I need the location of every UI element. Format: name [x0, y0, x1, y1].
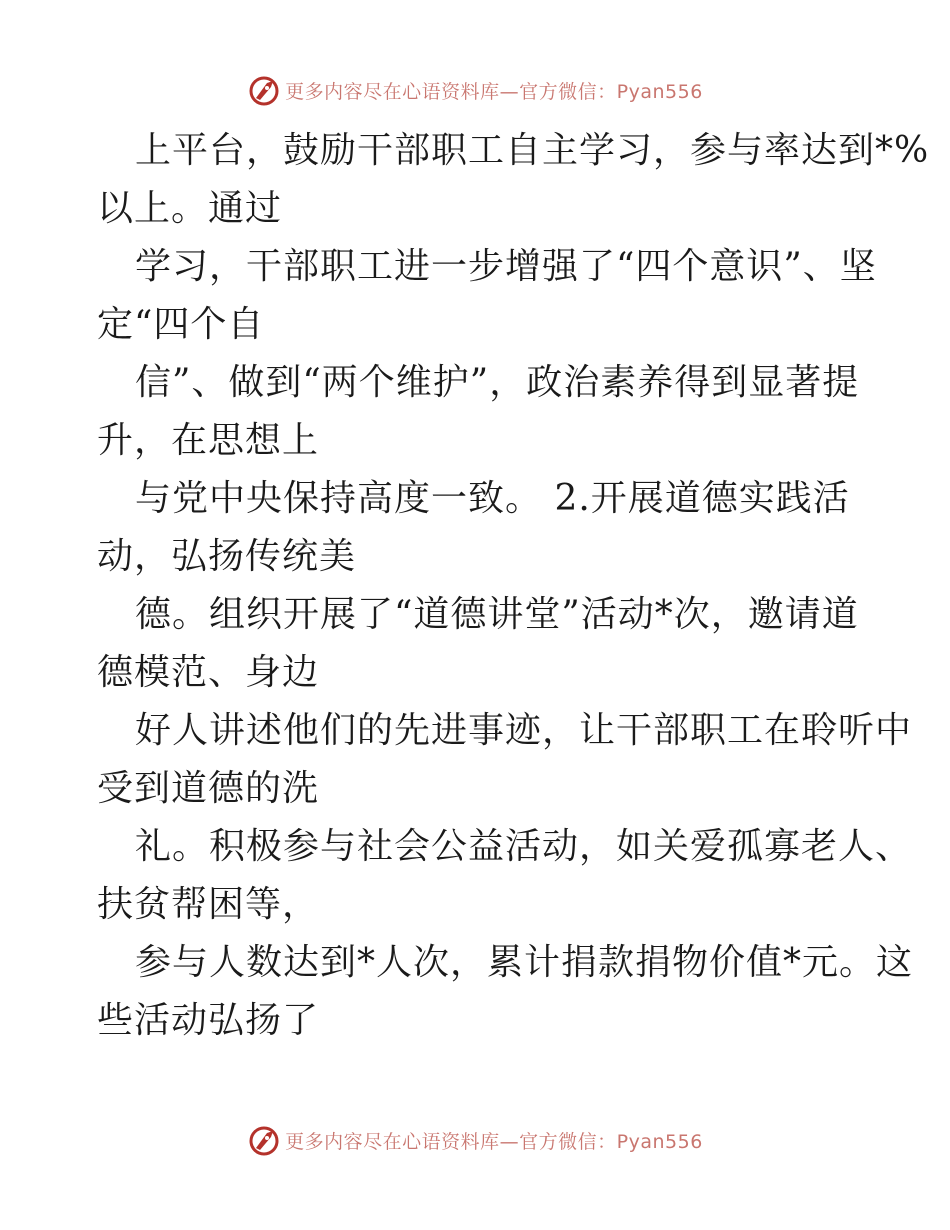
text-line: 好人讲述他们的先进事迹，让干部职工在聆听中 — [135, 710, 913, 751]
text-line: 些活动弘扬了 — [97, 1000, 320, 1041]
text-line: 参与人数达到*人次，累计捐款捐物价值*元。这 — [135, 942, 914, 983]
text-line: 礼。积极参与社会公益活动，如关爱孤寡老人、 — [135, 826, 913, 867]
text-line: 信”、做到“两个维护”，政治素养得到显著提 — [135, 362, 860, 403]
text-line: 学习，干部职工进一步增强了“四个意识”、坚 — [135, 246, 877, 287]
document-body — [97, 122, 930, 1050]
footer-banner-text: 更多内容尽在心语资料库—官方微信：Pyan556 — [285, 1130, 703, 1153]
text-line: 扶贫帮困等， — [97, 884, 320, 925]
text-line: 上平台，鼓励干部职工自主学习，参与率达到*% — [135, 130, 930, 171]
text-line: 与党中央保持高度一致。 2.开展道德实践活 — [135, 478, 850, 519]
text-line: 德。组织开展了“道德讲堂”活动*次，邀请道 — [135, 594, 859, 635]
text-line: 受到道德的洗 — [97, 768, 320, 809]
text-line: 定“四个自 — [97, 304, 265, 345]
header-banner — [0, 70, 950, 110]
header-banner-text: 更多内容尽在心语资料库—官方微信：Pyan556 — [285, 80, 703, 103]
text-line: 德模范、身边 — [97, 652, 320, 693]
text-line: 以上。通过 — [97, 188, 283, 229]
pen-nib-circle-icon — [247, 73, 281, 107]
text-line: 升，在思想上 — [97, 420, 320, 461]
footer-banner — [0, 1120, 950, 1160]
text-line: 动，弘扬传统美 — [97, 536, 357, 577]
pen-nib-circle-icon — [247, 1123, 281, 1157]
